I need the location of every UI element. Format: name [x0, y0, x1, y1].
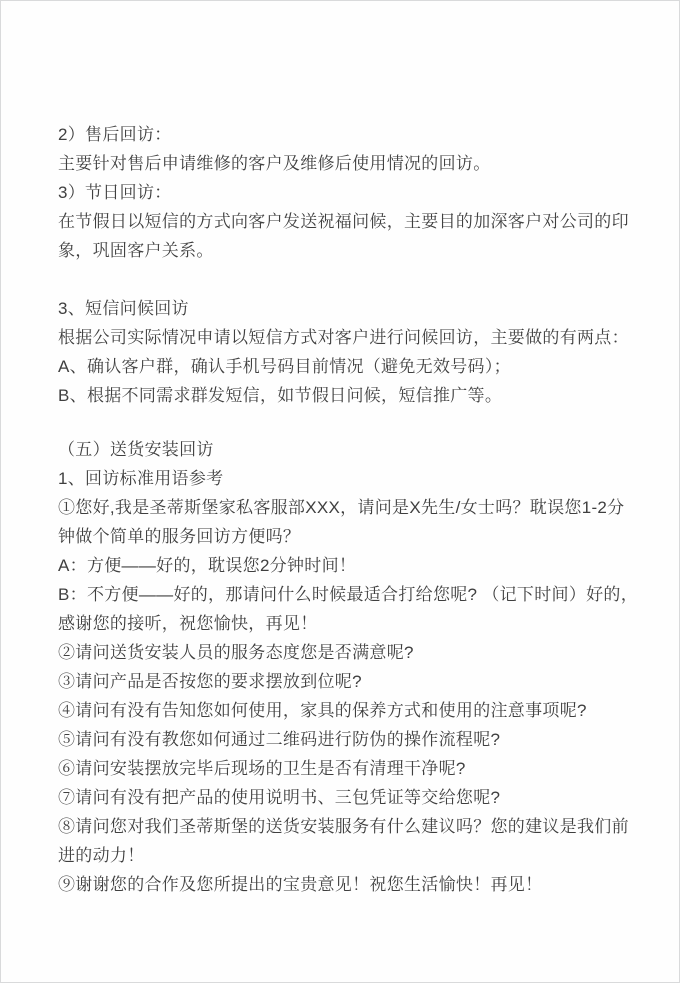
text-line: A：方便——好的，耽误您2分钟时间！ — [58, 556, 357, 575]
text-line: 象，巩固客户关系。 — [58, 241, 214, 260]
section-delivery-installation-callback — [58, 435, 639, 899]
text-line: 2）售后回访： — [58, 125, 172, 144]
text-line: ④请问有没有告知您如何使用，家具的保养方式和使用的注意事项呢? — [58, 701, 587, 720]
text-line: ②请问送货安装人员的服务态度您是否满意呢? — [58, 643, 414, 662]
text-line: ⑧请问您对我们圣蒂斯堡的送货安装服务有什么建议吗？您的建议是我们前 — [58, 817, 629, 836]
text-line: A、确认客户群，确认手机号码目前情况（避免无效号码）； — [58, 357, 511, 376]
text-line: ⑨谢谢您的合作及您所提出的宝贵意见！祝您生活愉快！再见！ — [58, 875, 543, 894]
text-line: 3、短信问候回访 — [58, 299, 189, 318]
section-sms-greeting-callback — [58, 294, 631, 410]
text-line: 主要针对售后申请维修的客户及维修后使用情况的回访。 — [58, 154, 491, 173]
text-line: 3）节日回访： — [58, 183, 172, 202]
text-line: 1、回访标准用语参考 — [58, 469, 224, 488]
text-line: ①您好,我是圣蒂斯堡家私客服部XXX，请问是X先生/女士吗？耽误您1-2分 — [58, 498, 625, 517]
text-line: ⑦请问有没有把产品的使用说明书、三包凭证等交给您呢? — [58, 788, 501, 807]
document-page — [1, 1, 679, 982]
text-line: 在节假日以短信的方式向客户发送祝福问候，主要目的加深客户对公司的印 — [58, 212, 629, 231]
text-line: ③请问产品是否按您的要求摆放到位呢? — [58, 672, 362, 691]
text-line: ⑤请问有没有教您如何通过二维码进行防伪的操作流程呢? — [58, 730, 501, 749]
text-line: （五）送货安装回访 — [58, 440, 214, 459]
text-line: 感谢您的接听，祝您愉快，再见！ — [58, 614, 318, 633]
text-line: B、根据不同需求群发短信，如节假日问候，短信推广等。 — [58, 386, 503, 405]
text-line: B：不方便——好的，那请问什么时候最适合打给您呢? （记下时间）好的， — [58, 585, 639, 604]
text-line: 进的动力！ — [58, 846, 145, 865]
text-line: 根据公司实际情况申请以短信方式对客户进行问候回访，主要做的有两点： — [58, 328, 629, 347]
section-after-sales-and-holiday-callback — [58, 120, 631, 265]
text-line: ⑥请问安装摆放完毕后现场的卫生是否有清理干净呢? — [58, 759, 466, 778]
text-line: 钟做个简单的服务回访方便吗？ — [58, 527, 301, 546]
